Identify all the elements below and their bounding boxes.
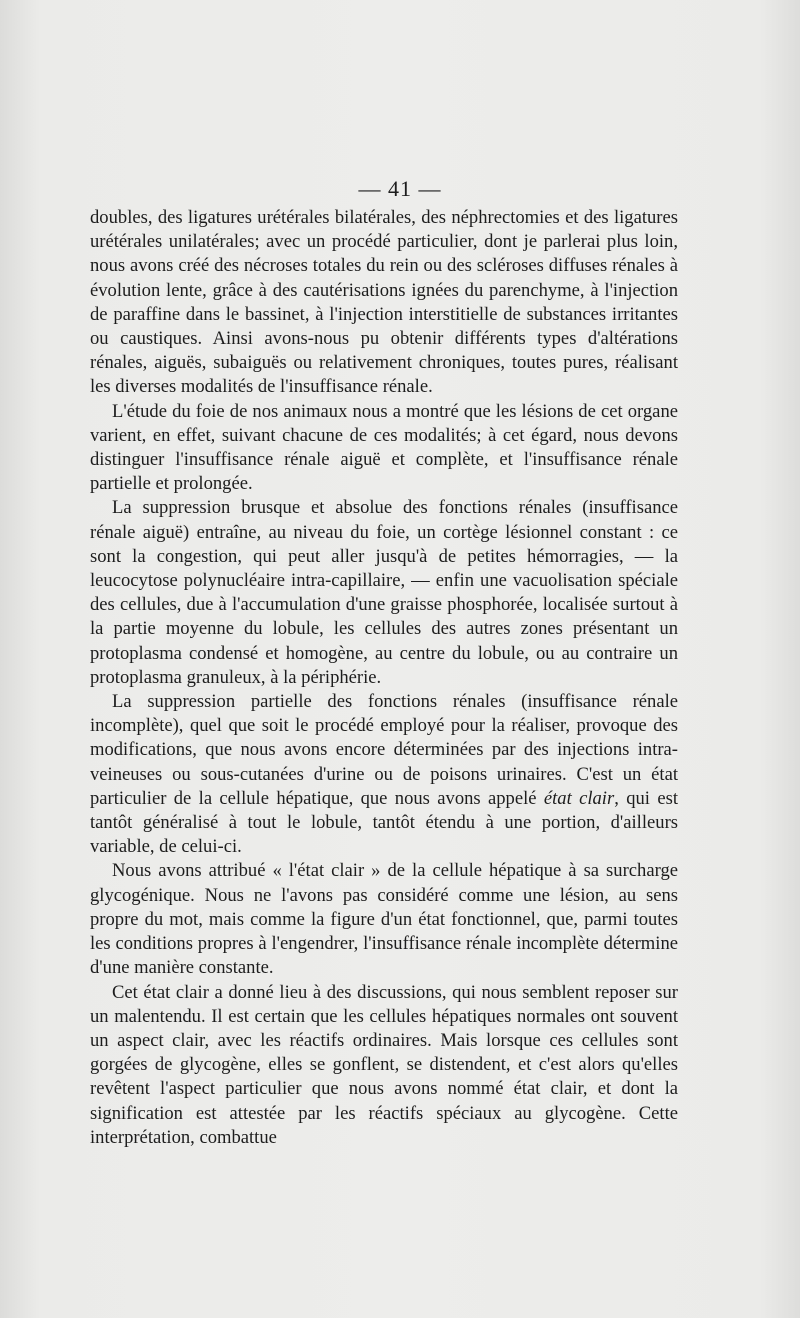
paragraph [90,690,678,859]
page-number: — 41 — [358,176,442,201]
paragraph: La suppression brusque et absolue des fonctions rénales (insuffisance rénale aiguë) entraîne, au niveau du foie, un cortège lésionnel constant : ce sont la congestion, qui peut aller jusqu'à de petites hémorragies, — la leucocytose polynucléaire intra-capillaire, — enfin une vacuolisation spéciale des cellules, due à l'accumulation d'une graisse phosphorée, localisée surtout à la partie moyenne du lobule, les cellules des autres zones présentant un protoplasma condensé et homogène, au centre du lobule, ou au contraire un protoplasma granuleux, à la périphérie. [90,497,678,688]
paragraph: doubles, des ligatures urétérales bilatérales, des néphrectomies et des ligatures urétérales unilatérales; avec un procédé particulier, dont je parlerai plus loin, nous avons créé des nécroses totales du rein ou des scléroses diffuses rénales à évolution lente, grâce à des cautérisations ignées du parenchyme, à l'injection de paraffine dans le bassinet, à l'injection interstitielle de substances irritantes ou caustiques. Ainsi avons-nous pu obtenir différents types d'altérations rénales, aiguës, subaiguës ou relativement chroniques, toutes pures, réalisant les diverses modalités de l'insuffisance rénale. [90,207,678,398]
paragraph: Nous avons attribué « l'état clair » de la cellule hépatique à sa surcharge glycogénique. Nous ne l'avons pas considéré comme une lésion, au sens propre du mot, mais comme la figure d'un état fonctionnel, que, parmi toutes les conditions propres à l'engendrer, l'insuffisance rénale incomplète détermine d'une manière constante. [90,860,678,979]
paragraph-text: La suppression partielle des fonctions rénales (insuffisance rénale incomplète), quel que soit le procédé employé pour la réaliser, provoque des modifications, que nous avons encore déterminées par des injections intra-veineuses ou sous-cutanées d'urine ou de poisons urinaires. C'est un état particulier de la cellule hépatique, que nous avons appelé [90,691,678,809]
paragraph-text: , qui est tantôt généralisé à tout le lobule, tantôt étendu à une portion, d'ailleurs variable, de celui-ci. [90,787,678,858]
paragraph: L'étude du foie de nos animaux nous a montré que les lésions de cet organe varient, en effet, suivant chacune de ces modalités; à cet égard, nous devons distinguer l'insuffisance rénale aiguë et complète, et l'insuffisance rénale partielle et prolongée. [90,400,678,495]
emphasized-term: état clair [543,787,615,809]
paragraph: Cet état clair a donné lieu à des discussions, qui nous semblent reposer sur un malentendu. Il est certain que les cellules hépatiques normales ont souvent un aspect clair, avec les réactifs ordinaires. Mais lorsque ces cellules sont gorgées de glycogène, elles se gonflent, se distendent, et c'est alors qu'elles revêtent l'aspect particulier que nous avons nommé état clair, et dont la signification est attestée par les réactifs spéciaux au glycogène. Cette interprétation, combattue [90,981,678,1148]
body-text [90,206,678,1150]
